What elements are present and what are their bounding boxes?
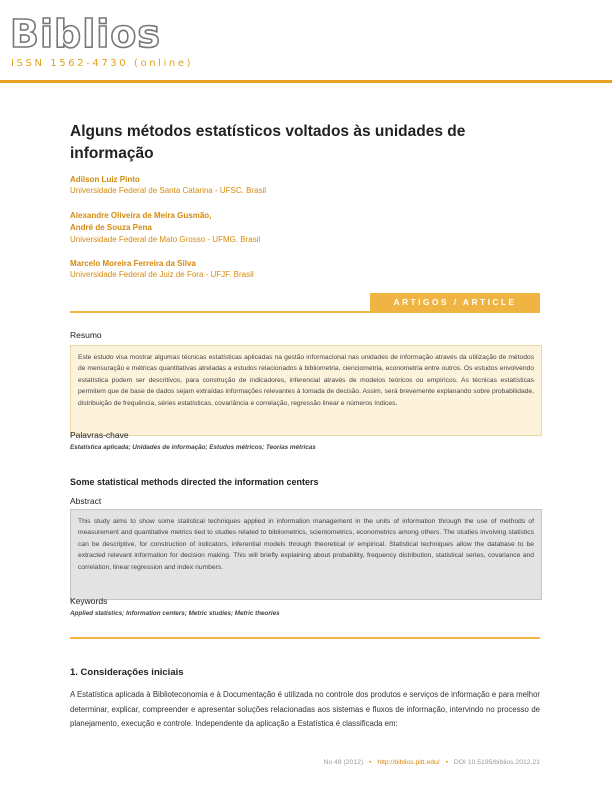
palavras-chave-label: Palavras-chave — [70, 430, 129, 440]
doi-label: DOI 10.5195/biblios.2012.21 — [453, 759, 540, 766]
resumo-box: Este estudo visa mostrar algumas técnicas estatísticas aplicadas na gestão informacional nas unidades de informação através da utilização de métodos de mensuração e métricas quantitativas atreladas a estudos relacionados à bibliometria, cienciometria, econometria entre outros. Os estudos envolvendo estatística podem ser descritivos, para construção de indicadores, inferencial através de modelos teóricos ou empíricos. As técnicas estatísticas permitem que de base de dados sejam extraídas informações relevantes à tomada de decisão. Assim, será brevemente explanando sobre probabilidade, distribuição de frequência, séries estatísticas, covariância e correlação, regressão linear e números índices. — [70, 345, 542, 436]
page-footer — [70, 759, 540, 766]
author-affiliation: Universidade Federal de Santa Catarina - UFSC. Brasil — [70, 186, 267, 195]
separator: • — [369, 759, 372, 766]
author-name: Marcelo Moreira Ferreira da Silva — [70, 259, 196, 268]
section-banner: ARTIGOS / ARTICLE — [370, 293, 540, 312]
abstract-box: This study aims to show some statistical techniques applied in information management in the units of information through the use of methods of measurement and quantitative metrics tied to studies related to bibliometrics, scientometrics, econometrics among others. The studies involving statistics can be descriptive, for construction of indicators, inferential models through theoretical or empirical. Statistical techniques allow the database to be extracted relevant information for decision making. This will briefly explaining about probability, frequency distribution, statistical series, covariance and correlation, linear regression and index numbers. — [70, 509, 542, 600]
author-name: André de Souza Pena — [70, 223, 152, 232]
keywords-text: Applied statistics; Information centers; Metric studies; Metric theories — [70, 610, 280, 617]
header-divider — [0, 80, 612, 83]
abstract-label: Abstract — [70, 496, 102, 506]
article-title: Alguns métodos estatísticos voltados às unidades de informação — [70, 123, 466, 162]
keywords-label: Keywords — [70, 596, 108, 606]
english-title: Some statistical methods directed the information centers — [70, 477, 319, 487]
section-divider — [70, 637, 540, 639]
journal-link[interactable]: http://biblios.pitt.edu/ — [377, 759, 440, 766]
resumo-label: Resumo — [70, 330, 102, 340]
journal-logo: Biblios — [10, 12, 161, 56]
section-body: A Estatística aplicada à Biblioteconomia e à Documentação é utilizada no controle dos produtos e serviços de informação e para melhor determinar, explicar, compreender e apresentar soluções relacionadas aos sistemas e fluxos de informação, intervindo no processo de planejamento, execução e controle. Independente da aplicação a Estatística é classificada em: — [70, 690, 540, 729]
author-affiliation: Universidade Federal de Juiz de Fora - UFJF. Brasil — [70, 270, 254, 279]
author-name: Alexandre Oliveira de Meira Gusmão, — [70, 211, 212, 220]
section-heading: 1. Considerações iniciais — [70, 667, 184, 678]
separator: • — [445, 759, 448, 766]
issue-number: No 48 (2012) — [323, 759, 364, 766]
palavras-chave-text: Estatística aplicada; Unidades de informação; Estudos métricos; Teorias métricas — [70, 444, 316, 451]
issn-label: ISSN 1562-4730 (online) — [11, 58, 194, 69]
author-affiliation: Universidade Federal de Mato Grosso - UFMG. Brasil — [70, 235, 261, 244]
author-name: Adilson Luiz Pinto — [70, 175, 140, 184]
banner-divider — [70, 311, 540, 313]
